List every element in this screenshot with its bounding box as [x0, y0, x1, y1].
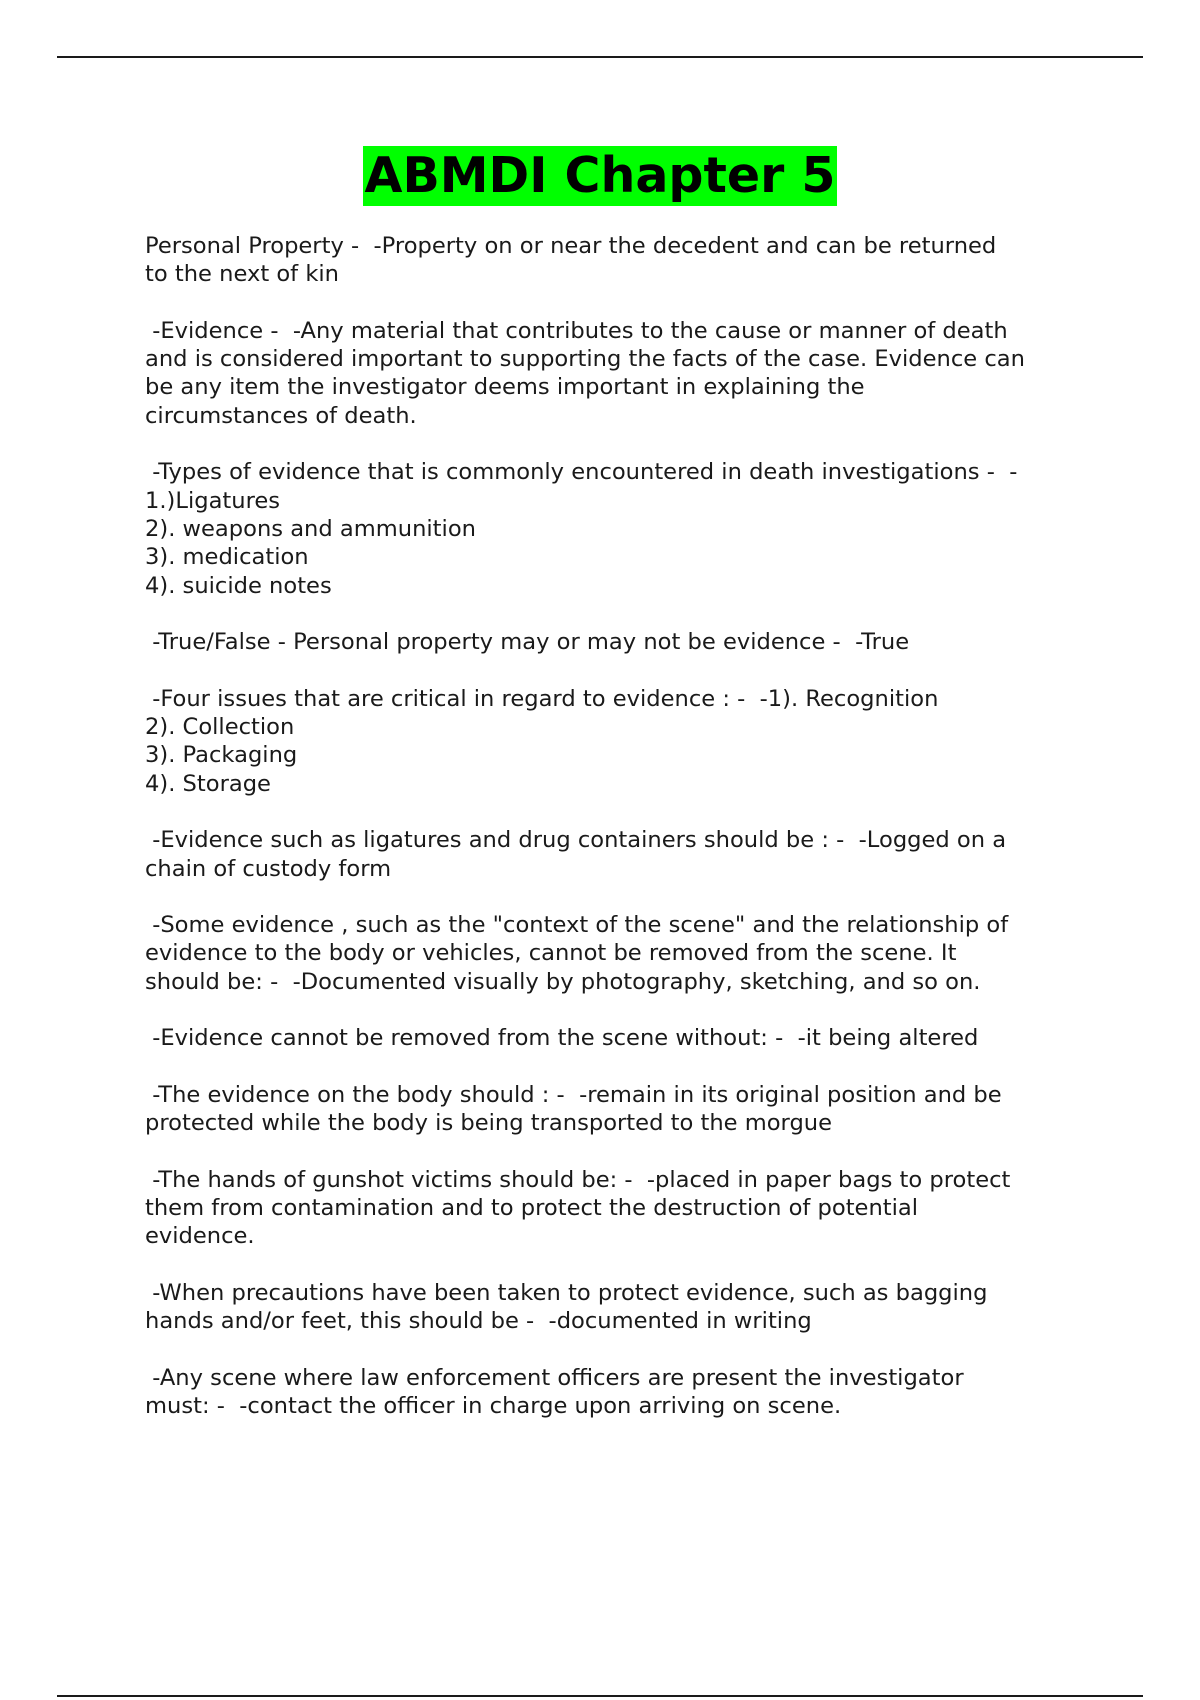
flashcard-entry-types-of-evidence: -Types of evidence that is commonly encountered in death investigations - - 1.)Ligatures 2). weapons and ammunition 3). medication 4). suicide notes: [145, 459, 1018, 599]
page-title: ABMDI Chapter 5: [364, 147, 836, 204]
footer-rule: [57, 1695, 1143, 1697]
flashcard-entry-evidence-on-body: -The evidence on the body should : - -remain in its original position and be protected while the body is being transported to the morgue: [145, 1081, 1002, 1137]
flashcard-entry-four-issues: -Four issues that are critical in regard to evidence : - -1). Recognition 2). Collection 3). Packaging 4). Storage: [145, 685, 939, 797]
flashcard-entry-context-of-scene: -Some evidence , such as the "context of the scene" and the relationship of evidence to the body or vehicles, cannot be removed from the scene. It should be: - -Documented visually by photography, sketching, and so on.: [145, 912, 1009, 995]
header-rule: [57, 56, 1143, 58]
flashcard-entry-gunshot-hands: -The hands of gunshot victims should be: - -placed in paper bags to protect them from contamination and to protect the destruction of potential evidence.: [145, 1166, 1011, 1250]
flashcard-entry-chain-of-custody: -Evidence such as ligatures and drug containers should be : - -Logged on a chain of custody form: [145, 827, 1007, 882]
flashcard-list: [145, 232, 1095, 1449]
flashcard-entry-law-enforcement: -Any scene where law enforcement officers are present the investigator must: - -contact the officer in charge upon arriving on scene.: [145, 1364, 964, 1420]
flashcard-entry-personal-property: Personal Property - -Property on or near the decedent and can be returned to the next of kin: [145, 233, 997, 288]
title-container: [0, 146, 1200, 206]
flashcard-entry-removal: -Evidence cannot be removed from the scene without: - -it being altered: [145, 1025, 979, 1052]
flashcard-entry-evidence: -Evidence - -Any material that contributes to the cause or manner of death and is considered important to supporting the facts of the case. Evidence can be any item the investigator deems important in explaining the circumstances of death.: [145, 317, 1025, 429]
flashcard-entry-true-false: -True/False - Personal property may or may not be evidence - -True: [145, 629, 910, 656]
flashcard-entry-precautions: -When precautions have been taken to protect evidence, such as bagging hands and/or feet, this should be - -documented in writing: [145, 1279, 988, 1335]
